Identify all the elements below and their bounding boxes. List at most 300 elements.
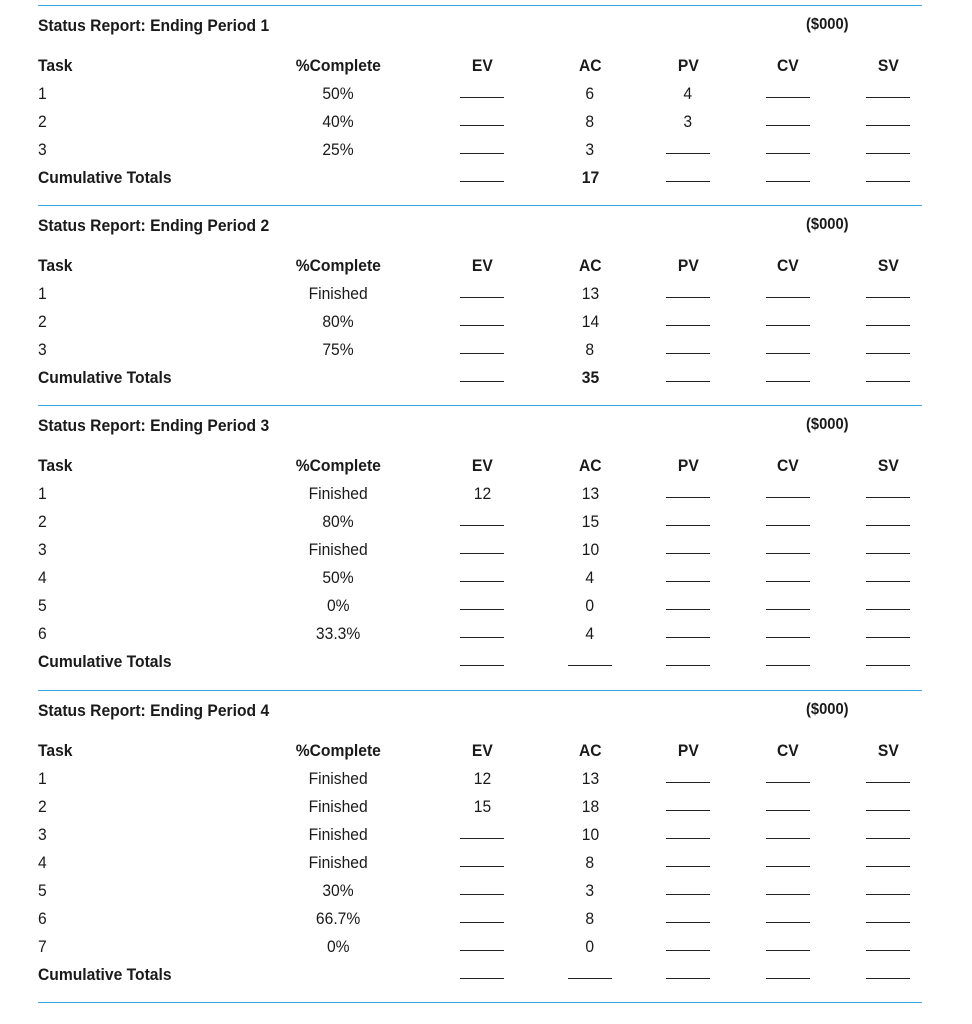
header-ev: EV	[471, 456, 493, 475]
report-title-row	[38, 697, 922, 725]
pv-value	[658, 765, 718, 793]
blank-line	[460, 866, 504, 867]
sv-value	[858, 933, 918, 961]
percent-complete: 0%	[326, 596, 350, 615]
sv-value	[858, 793, 918, 821]
blank-line	[766, 922, 810, 923]
task-number: 6	[38, 909, 47, 928]
header-task: Task	[38, 256, 73, 275]
ev-value: 12	[473, 484, 491, 503]
total-ev	[452, 364, 512, 392]
blank-line	[460, 978, 504, 979]
table-row	[38, 933, 922, 961]
blank-line	[460, 950, 504, 951]
table-row	[38, 620, 922, 648]
blank-line	[866, 810, 910, 811]
blank-line	[766, 97, 810, 98]
total-ac: 35	[581, 368, 599, 387]
blank-line	[666, 353, 710, 354]
sv-value	[858, 821, 918, 849]
task-number: 3	[38, 540, 47, 559]
blank-line	[766, 497, 810, 498]
table-row	[38, 536, 922, 564]
cv-value	[758, 108, 818, 136]
table-row	[38, 849, 922, 877]
table-header	[38, 52, 922, 80]
blank-line	[460, 325, 504, 326]
blank-line	[766, 838, 810, 839]
ev-value	[452, 877, 512, 905]
ac-value: 8	[585, 340, 595, 359]
header-task: Task	[38, 56, 73, 75]
blank-line	[866, 665, 910, 666]
ev-value	[452, 564, 512, 592]
ev-value	[452, 80, 512, 108]
blank-line	[866, 297, 910, 298]
table-row	[38, 592, 922, 620]
task-number: 4	[38, 853, 47, 872]
cv-value	[758, 620, 818, 648]
sv-value	[858, 536, 918, 564]
total-sv	[858, 648, 918, 676]
blank-line	[766, 782, 810, 783]
percent-complete: 40%	[322, 112, 354, 131]
task-number: 2	[38, 797, 47, 816]
cv-value	[758, 849, 818, 877]
report-title-row	[38, 12, 922, 40]
ac-value: 8	[585, 853, 595, 872]
ev-value	[452, 620, 512, 648]
blank-line	[766, 609, 810, 610]
sv-value	[858, 564, 918, 592]
blank-line	[766, 866, 810, 867]
pv-value	[658, 336, 718, 364]
blank-line	[460, 922, 504, 923]
table-row	[38, 793, 922, 821]
report-title-row	[38, 212, 922, 240]
task-number: 3	[38, 140, 47, 159]
ac-value: 0	[585, 937, 595, 956]
header-task: Task	[38, 741, 73, 760]
table-header	[38, 252, 922, 280]
units-label: ($000)	[806, 416, 849, 433]
header-ev: EV	[471, 741, 493, 760]
header-cv: CV	[777, 456, 799, 475]
header-ac: AC	[578, 256, 602, 275]
blank-line	[766, 665, 810, 666]
ev-value	[452, 536, 512, 564]
pv-value	[658, 536, 718, 564]
ac-value: 10	[581, 825, 599, 844]
blank-line	[766, 297, 810, 298]
total-sv	[858, 364, 918, 392]
blank-line	[866, 637, 910, 638]
sv-value	[858, 108, 918, 136]
table-row	[38, 336, 922, 364]
cumulative-totals-row	[38, 648, 922, 676]
table-row	[38, 765, 922, 793]
total-pv	[658, 164, 718, 192]
pv-value	[658, 821, 718, 849]
total-cv	[758, 164, 818, 192]
blank-line	[766, 381, 810, 382]
blank-line	[866, 978, 910, 979]
blank-line	[460, 181, 504, 182]
percent-complete: 0%	[326, 937, 350, 956]
percent-complete: Finished	[308, 797, 368, 816]
header-cv: CV	[777, 256, 799, 275]
pv-value	[658, 793, 718, 821]
blank-line	[460, 97, 504, 98]
report-title: Status Report: Ending Period 3	[38, 416, 270, 435]
total-ev	[452, 648, 512, 676]
percent-complete: 75%	[322, 340, 354, 359]
blank-line	[866, 381, 910, 382]
pv-value	[658, 905, 718, 933]
blank-line	[766, 553, 810, 554]
header-sv: SV	[877, 741, 899, 760]
cumulative-totals-row	[38, 961, 922, 989]
sv-value	[858, 765, 918, 793]
table-row	[38, 308, 922, 336]
header-cv: CV	[777, 56, 799, 75]
sv-value	[858, 592, 918, 620]
cv-value	[758, 308, 818, 336]
table-header	[38, 737, 922, 765]
percent-complete: Finished	[308, 853, 368, 872]
percent-complete: 33.3%	[315, 624, 361, 643]
blank-line	[866, 353, 910, 354]
pv-value	[658, 849, 718, 877]
status-report-3	[38, 412, 922, 676]
blank-line	[666, 866, 710, 867]
ac-value: 8	[585, 909, 595, 928]
ac-value: 4	[585, 624, 595, 643]
task-number: 1	[38, 84, 47, 103]
percent-complete: 50%	[322, 568, 354, 587]
cv-value	[758, 280, 818, 308]
total-ac: 17	[581, 168, 599, 187]
header-ac: AC	[578, 741, 602, 760]
total-ac	[560, 961, 620, 989]
total-pv	[658, 648, 718, 676]
pv-value	[658, 508, 718, 536]
ev-value: 12	[473, 769, 491, 788]
ac-value: 8	[585, 112, 595, 131]
blank-line	[766, 950, 810, 951]
blank-line	[866, 838, 910, 839]
header-pv: PV	[677, 456, 699, 475]
sv-value	[858, 620, 918, 648]
blank-line	[460, 353, 504, 354]
sv-value	[858, 80, 918, 108]
sv-value	[858, 136, 918, 164]
report-title: Status Report: Ending Period 1	[38, 16, 270, 35]
header-percent-complete: %Complete	[295, 256, 381, 275]
blank-line	[866, 866, 910, 867]
pv-value: 3	[683, 112, 693, 131]
blank-line	[766, 894, 810, 895]
pv-value	[658, 620, 718, 648]
blank-line	[666, 950, 710, 951]
table-row	[38, 136, 922, 164]
section-divider	[38, 205, 922, 206]
cv-value	[758, 793, 818, 821]
sv-value	[858, 336, 918, 364]
blank-line	[766, 637, 810, 638]
ev-value: 15	[473, 797, 491, 816]
blank-line	[866, 97, 910, 98]
task-number: 4	[38, 568, 47, 587]
sv-value	[858, 877, 918, 905]
ev-value	[452, 136, 512, 164]
table-row	[38, 108, 922, 136]
header-ev: EV	[471, 256, 493, 275]
blank-line	[666, 637, 710, 638]
ac-value: 13	[581, 284, 599, 303]
blank-line	[460, 381, 504, 382]
percent-complete: 30%	[322, 881, 354, 900]
blank-line	[666, 381, 710, 382]
ev-value	[452, 905, 512, 933]
ac-value: 18	[581, 797, 599, 816]
status-report-1	[38, 12, 922, 192]
blank-line	[766, 810, 810, 811]
blank-line	[666, 181, 710, 182]
cv-value	[758, 592, 818, 620]
header-ac: AC	[578, 56, 602, 75]
blank-line	[866, 497, 910, 498]
sv-value	[858, 905, 918, 933]
header-percent-complete: %Complete	[295, 456, 381, 475]
cv-value	[758, 336, 818, 364]
blank-line	[666, 894, 710, 895]
table-row	[38, 564, 922, 592]
ac-value: 6	[585, 84, 595, 103]
task-number: 1	[38, 769, 47, 788]
blank-line	[766, 353, 810, 354]
blank-line	[666, 782, 710, 783]
task-number: 5	[38, 881, 47, 900]
cumulative-totals-row	[38, 164, 922, 192]
section-divider	[38, 405, 922, 406]
ac-value: 15	[581, 512, 599, 531]
percent-complete: Finished	[308, 284, 368, 303]
cumulative-totals-row	[38, 364, 922, 392]
ac-value: 14	[581, 312, 599, 331]
task-number: 2	[38, 512, 47, 531]
blank-line	[766, 325, 810, 326]
cv-value	[758, 821, 818, 849]
ev-value	[452, 849, 512, 877]
report-title: Status Report: Ending Period 2	[38, 216, 270, 235]
header-cv: CV	[777, 741, 799, 760]
blank-line	[866, 553, 910, 554]
ac-value: 3	[585, 140, 595, 159]
task-number: 1	[38, 484, 47, 503]
pv-value	[658, 592, 718, 620]
cv-value	[758, 933, 818, 961]
blank-line	[866, 525, 910, 526]
total-sv	[858, 961, 918, 989]
pv-value	[658, 136, 718, 164]
blank-line	[460, 581, 504, 582]
percent-complete: Finished	[308, 540, 368, 559]
ev-value	[452, 336, 512, 364]
header-sv: SV	[877, 256, 899, 275]
blank-line	[568, 665, 612, 666]
cumulative-totals-label: Cumulative Totals	[38, 652, 172, 671]
section-divider	[38, 5, 922, 6]
ev-value	[452, 108, 512, 136]
blank-line	[766, 153, 810, 154]
pv-value	[658, 480, 718, 508]
blank-line	[460, 525, 504, 526]
table-row	[38, 821, 922, 849]
ac-value: 10	[581, 540, 599, 559]
header-percent-complete: %Complete	[295, 741, 381, 760]
task-number: 3	[38, 340, 47, 359]
cv-value	[758, 480, 818, 508]
blank-line	[460, 609, 504, 610]
blank-line	[866, 922, 910, 923]
cv-value	[758, 80, 818, 108]
report-title-row	[38, 412, 922, 440]
blank-line	[568, 978, 612, 979]
task-number: 7	[38, 937, 47, 956]
total-pv	[658, 961, 718, 989]
sv-value	[858, 280, 918, 308]
cumulative-totals-label: Cumulative Totals	[38, 168, 172, 187]
blank-line	[866, 894, 910, 895]
ev-value	[452, 280, 512, 308]
table-row	[38, 877, 922, 905]
blank-line	[460, 153, 504, 154]
blank-line	[460, 665, 504, 666]
table-header	[38, 452, 922, 480]
status-report-4	[38, 697, 922, 989]
blank-line	[766, 525, 810, 526]
total-cv	[758, 961, 818, 989]
percent-complete: 66.7%	[315, 909, 361, 928]
table-row	[38, 508, 922, 536]
cv-value	[758, 136, 818, 164]
blank-line	[460, 125, 504, 126]
pv-value	[658, 280, 718, 308]
total-ev	[452, 961, 512, 989]
blank-line	[866, 325, 910, 326]
ac-value: 4	[585, 568, 595, 587]
header-ev: EV	[471, 56, 493, 75]
task-number: 5	[38, 596, 47, 615]
percent-complete: Finished	[308, 825, 368, 844]
blank-line	[666, 525, 710, 526]
cv-value	[758, 765, 818, 793]
blank-line	[666, 581, 710, 582]
sv-value	[858, 508, 918, 536]
header-pv: PV	[677, 56, 699, 75]
total-cv	[758, 648, 818, 676]
report-title: Status Report: Ending Period 4	[38, 701, 270, 720]
cv-value	[758, 508, 818, 536]
ac-value: 0	[585, 596, 595, 615]
blank-line	[460, 838, 504, 839]
blank-line	[666, 609, 710, 610]
units-label: ($000)	[806, 216, 849, 233]
total-ev	[452, 164, 512, 192]
blank-line	[766, 581, 810, 582]
blank-line	[460, 637, 504, 638]
sv-value	[858, 849, 918, 877]
blank-line	[666, 922, 710, 923]
section-divider	[38, 690, 922, 691]
pv-value	[658, 877, 718, 905]
units-label: ($000)	[806, 701, 849, 718]
table-row	[38, 280, 922, 308]
ev-value	[452, 933, 512, 961]
cv-value	[758, 877, 818, 905]
table-row	[38, 80, 922, 108]
cv-value	[758, 905, 818, 933]
blank-line	[460, 894, 504, 895]
ev-value	[452, 508, 512, 536]
percent-complete: 25%	[322, 140, 354, 159]
task-number: 3	[38, 825, 47, 844]
blank-line	[866, 125, 910, 126]
table-row	[38, 905, 922, 933]
task-number: 1	[38, 284, 47, 303]
status-report-2	[38, 212, 922, 392]
pv-value: 4	[683, 84, 693, 103]
percent-complete: 80%	[322, 312, 354, 331]
header-pv: PV	[677, 741, 699, 760]
header-sv: SV	[877, 56, 899, 75]
header-ac: AC	[578, 456, 602, 475]
pv-value	[658, 564, 718, 592]
percent-complete: 80%	[322, 512, 354, 531]
blank-line	[666, 838, 710, 839]
ac-value: 13	[581, 769, 599, 788]
ev-value	[452, 821, 512, 849]
pv-value	[658, 933, 718, 961]
blank-line	[866, 581, 910, 582]
blank-line	[666, 325, 710, 326]
sv-value	[858, 308, 918, 336]
blank-line	[666, 153, 710, 154]
blank-line	[666, 297, 710, 298]
header-pv: PV	[677, 256, 699, 275]
blank-line	[866, 782, 910, 783]
task-number: 6	[38, 624, 47, 643]
task-number: 2	[38, 112, 47, 131]
total-ac	[560, 648, 620, 676]
cv-value	[758, 564, 818, 592]
percent-complete: 50%	[322, 84, 354, 103]
blank-line	[666, 978, 710, 979]
ev-value	[452, 308, 512, 336]
ac-value: 13	[581, 484, 599, 503]
section-divider	[38, 1002, 922, 1003]
sv-value	[858, 480, 918, 508]
blank-line	[666, 497, 710, 498]
blank-line	[666, 665, 710, 666]
blank-line	[766, 978, 810, 979]
header-percent-complete: %Complete	[295, 56, 381, 75]
blank-line	[766, 181, 810, 182]
total-sv	[858, 164, 918, 192]
ac-value: 3	[585, 881, 595, 900]
table-row	[38, 480, 922, 508]
